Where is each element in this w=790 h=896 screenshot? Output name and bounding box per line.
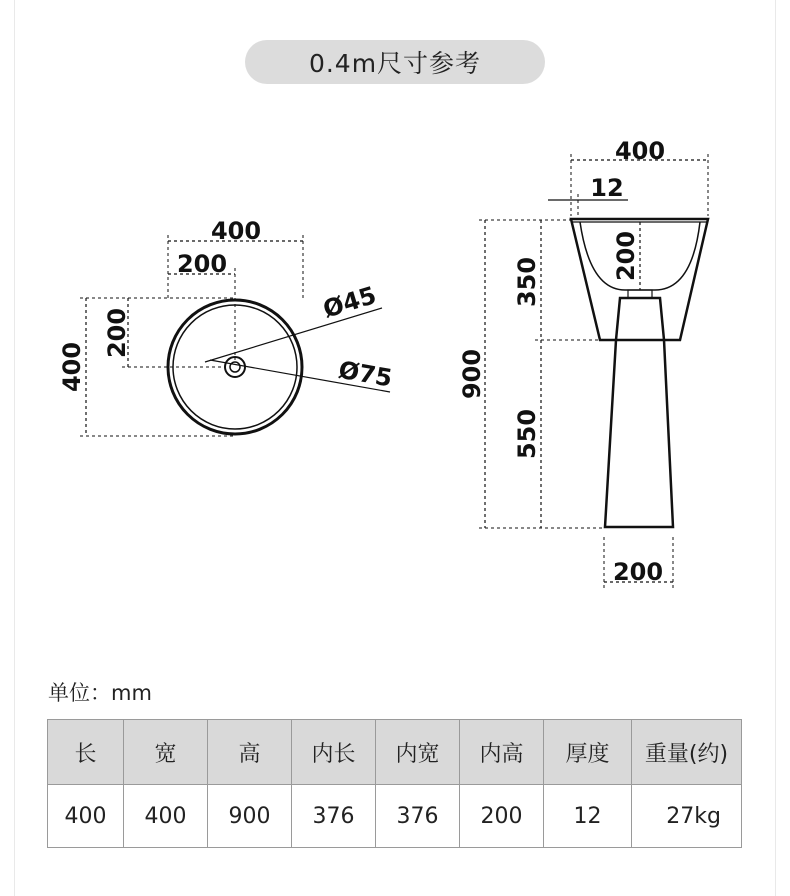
spec-value-row <box>48 785 742 848</box>
value-thickness: 12 <box>544 785 632 848</box>
outer-diameter-label: Ø75 <box>336 355 395 393</box>
top-view <box>58 217 394 436</box>
header-width: 宽 <box>124 720 208 785</box>
side-top-width-label: 400 <box>614 137 666 165</box>
header-inner-width: 内宽 <box>376 720 460 785</box>
value-inner-height: 200 <box>460 785 544 848</box>
unit-label: 单位：mm <box>48 681 152 705</box>
header-inner-height: 内高 <box>460 720 544 785</box>
lower-height-label: 550 <box>513 408 541 460</box>
value-width: 400 <box>124 785 208 848</box>
base-width-label: 200 <box>612 558 664 586</box>
pedestal-outline <box>605 298 673 527</box>
bowl-depth-label: 200 <box>612 230 640 282</box>
top-height-label: 400 <box>58 341 86 393</box>
value-inner-width: 376 <box>376 785 460 848</box>
inner-diameter-leader <box>205 308 382 362</box>
header-weight: 重量(约) <box>632 720 742 785</box>
page-title: 0.4m尺寸参考 <box>245 40 545 84</box>
spec-header-row <box>48 720 742 785</box>
half-height-label: 200 <box>103 307 131 359</box>
header-inner-length: 内长 <box>292 720 376 785</box>
total-height-label: 900 <box>458 348 486 400</box>
basin-bowl-inner-curve <box>580 222 700 290</box>
value-height: 900 <box>208 785 292 848</box>
thickness-label: 12 <box>590 174 624 202</box>
header-thickness: 厚度 <box>544 720 632 785</box>
value-length: 400 <box>48 785 124 848</box>
spec-table <box>47 719 742 848</box>
half-width-label: 200 <box>176 250 228 278</box>
header-length: 长 <box>48 720 124 785</box>
inner-diameter-label: Ø45 <box>319 281 380 324</box>
upper-height-label: 350 <box>513 256 541 308</box>
value-weight: 27kg <box>632 785 742 848</box>
top-width-label: 400 <box>210 217 262 245</box>
header-height: 高 <box>208 720 292 785</box>
value-inner-length: 376 <box>292 785 376 848</box>
side-view <box>458 137 708 590</box>
